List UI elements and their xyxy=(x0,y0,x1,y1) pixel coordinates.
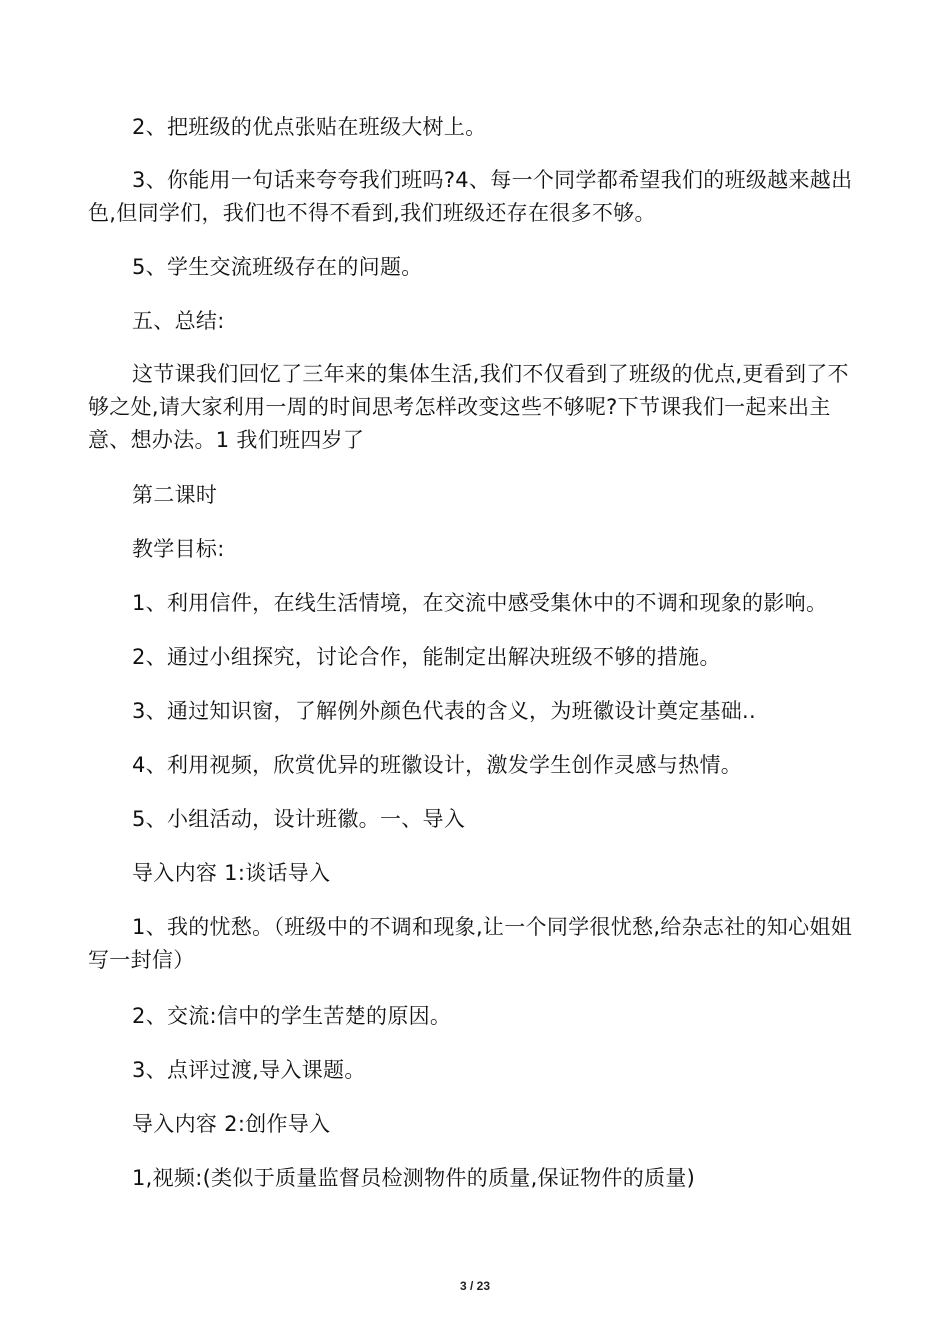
intro-content-1-heading: 导入内容 1:谈话导入 xyxy=(132,861,331,885)
intro-item-2: 2、交流:信中的学生苦楚的原因。 xyxy=(132,1004,452,1028)
objectives-heading: 教学目标: xyxy=(132,537,225,561)
objective-2: 2、通过小组探究，讨论合作，能制定出解决班级不够的措施。 xyxy=(132,645,721,669)
paragraph-1: 2、把班级的优点张贴在班级大树上。 xyxy=(132,115,487,139)
intro-item-3: 3、点评过渡,导入课题。 xyxy=(132,1058,366,1082)
paragraph-2: 3、你能用一句话来夸夸我们班吗?4、每一个同学都希望我们的班级越来越出色,但同学们，我们也不得不看到,我们班级还存在很多不够。 xyxy=(88,168,853,225)
intro-item-1: 1、我的忧愁。（班级中的不调和现象,让一个同学很忧愁,给杂志社的知心姐姐写一封信） xyxy=(88,915,853,972)
section-heading-summary: 五、总结: xyxy=(132,309,225,333)
objective-1: 1、利用信件，在线生活情境，在交流中感受集休中的不调和现象的影响。 xyxy=(132,591,828,615)
paragraph-summary: 这节课我们回忆了三年来的集体生活,我们不仅看到了班级的优点,更看到了不够之处,请大家利用一周的时间思考怎样改变这些不够呢?下节课我们一起来出主意、想办法。1 我们班四岁了 xyxy=(88,362,849,452)
intro-item-video: 1,视频:(类似于质量监督员检测物件的质量,保证物件的质量) xyxy=(132,1166,696,1190)
objective-4: 4、利用视频，欣赏优异的班徽设计，激发学生创作灵感与热情。 xyxy=(132,753,743,777)
objective-5: 5、小组活动，设计班徽。一、导入 xyxy=(132,807,466,831)
objective-3: 3、通过知识窗，了解例外颜色代表的含义，为班徽设计奠定基础.. xyxy=(132,699,757,723)
page-number: 3 / 23 xyxy=(459,1279,491,1293)
intro-content-2-heading: 导入内容 2:创作导入 xyxy=(132,1112,331,1136)
paragraph-3: 5、学生交流班级存在的问题。 xyxy=(132,255,423,279)
lesson-heading: 第二课时 xyxy=(132,483,218,507)
